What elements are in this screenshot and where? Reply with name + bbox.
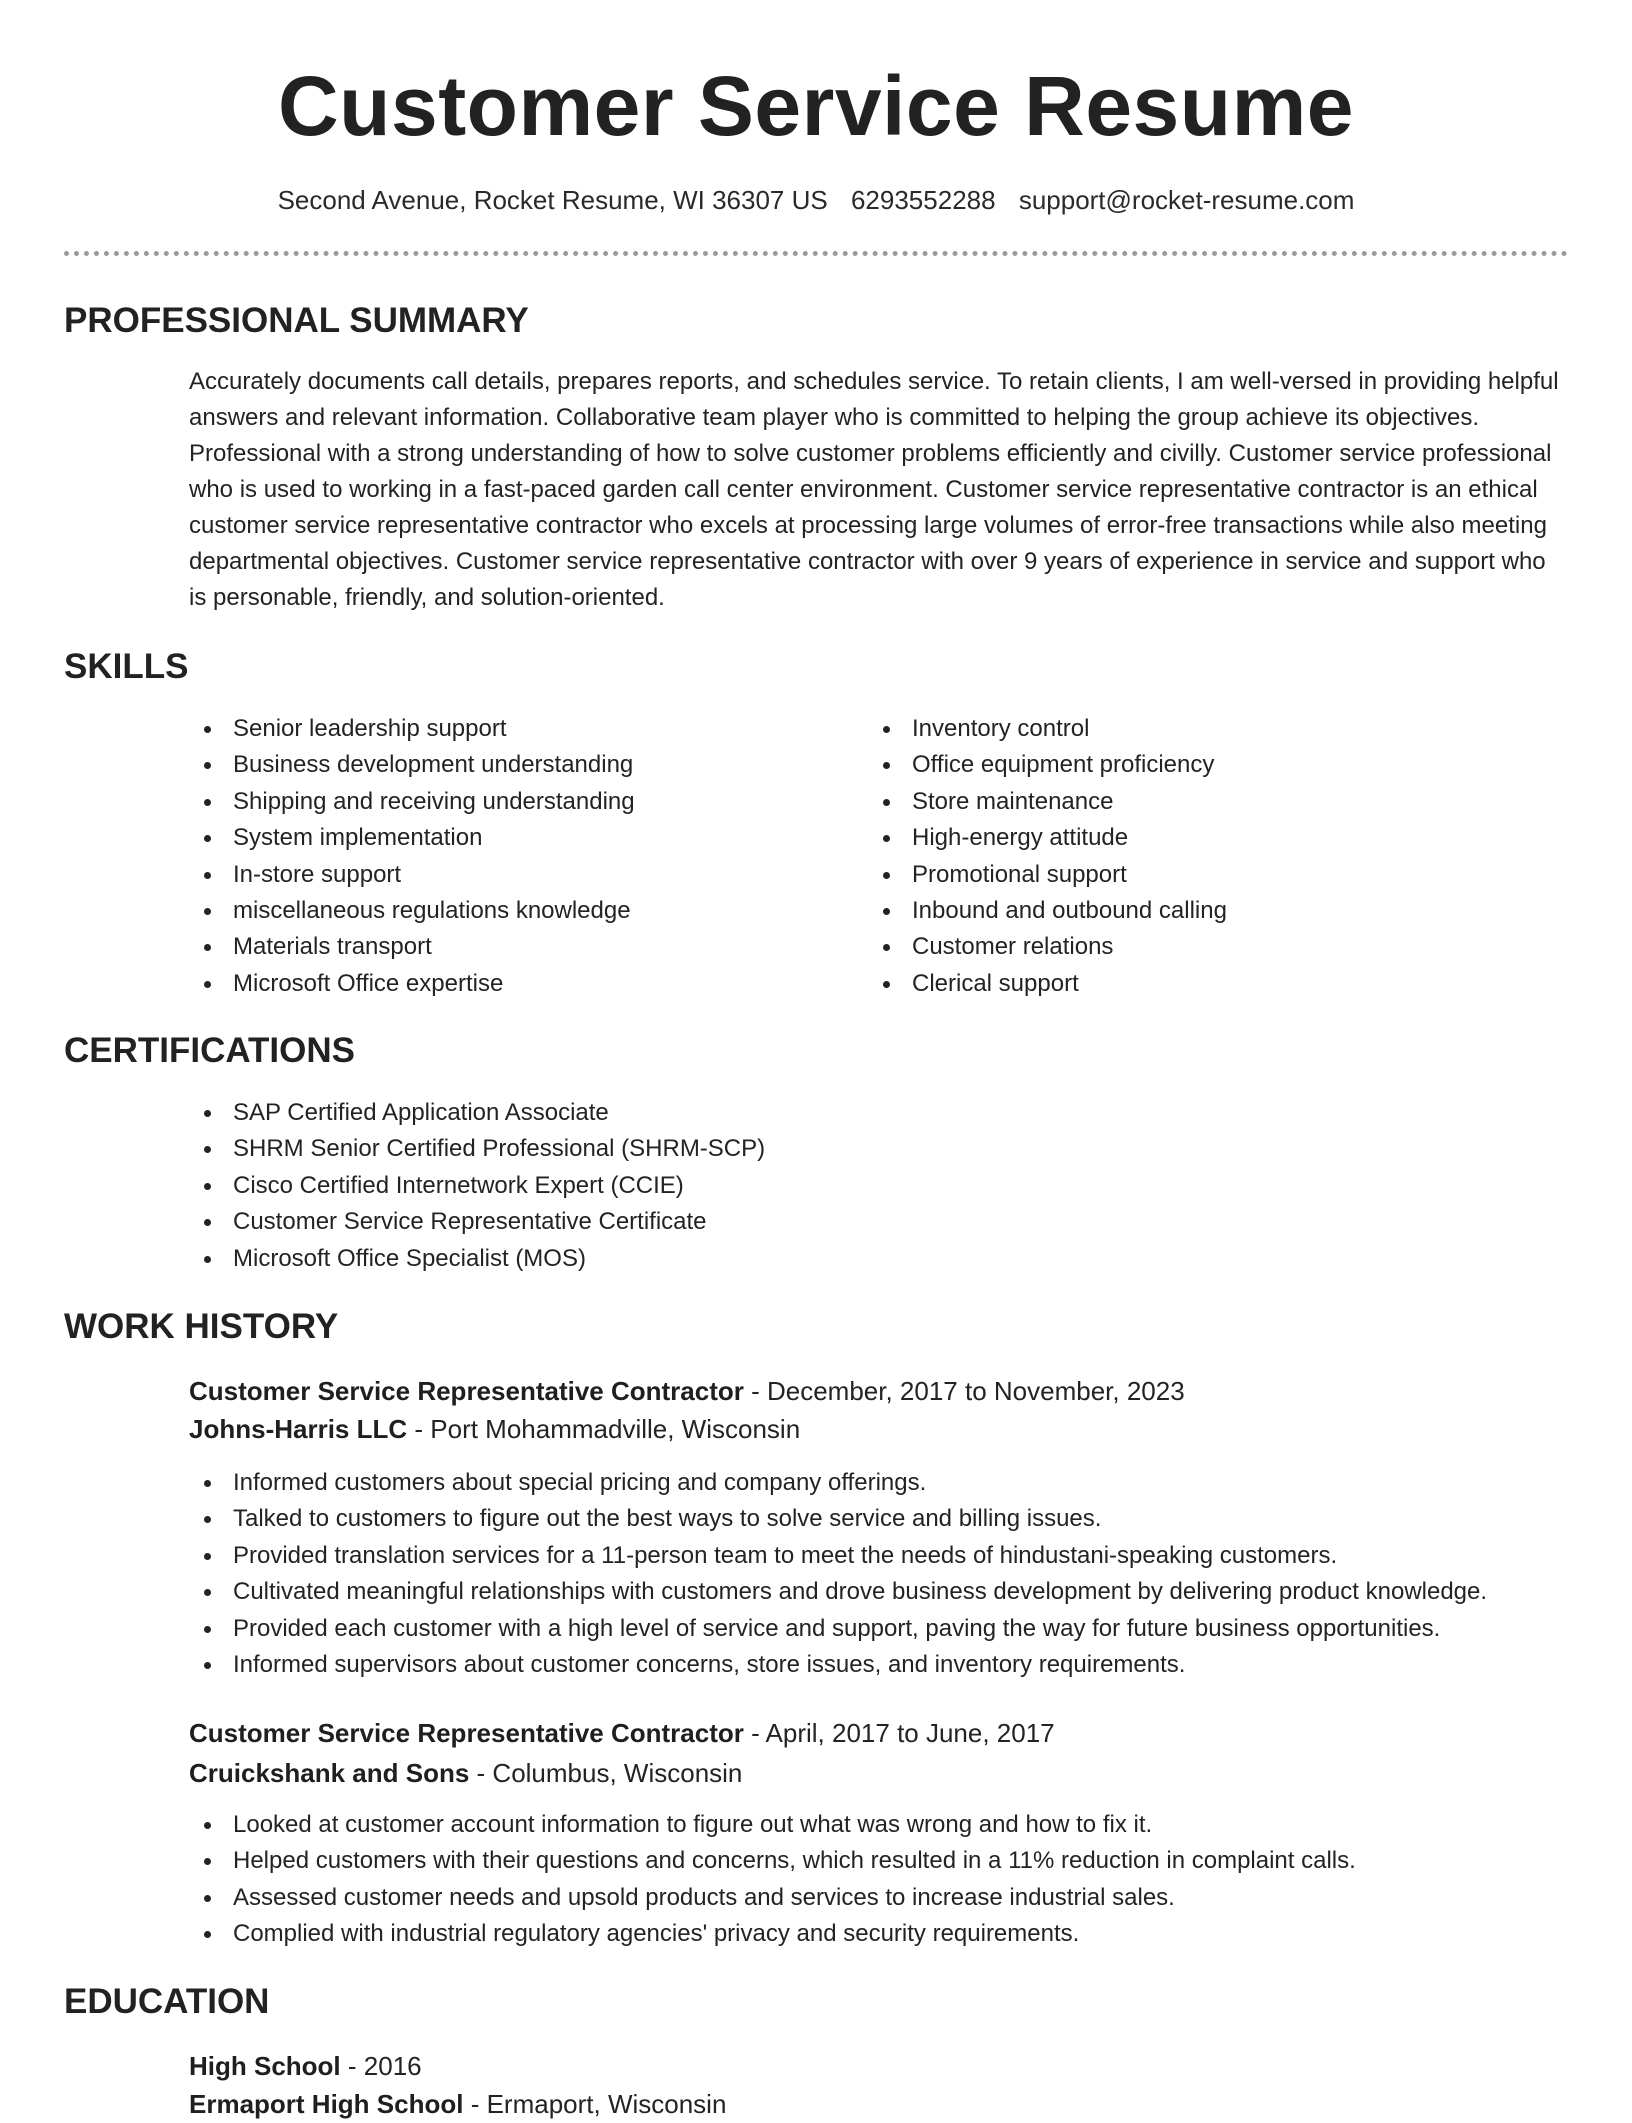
skills-list-right bbox=[868, 711, 1227, 1002]
contact-email: support@rocket-resume.com bbox=[1018, 185, 1355, 215]
certification-item: Cisco Certified Internetwork Expert (CCIE) bbox=[189, 1168, 765, 1204]
job-2-company: Cruickshank and Sons bbox=[189, 1758, 470, 1788]
job-duty-item: Informed supervisors about customer concerns, store issues, and inventory requirements. bbox=[189, 1647, 1487, 1683]
education-degree: High School bbox=[189, 2051, 341, 2081]
job-2-title-line bbox=[189, 1714, 1055, 1752]
skill-item: Clerical support bbox=[868, 966, 1227, 1002]
job-2-location: - Columbus, Wisconsin bbox=[469, 1758, 743, 1788]
job-duty-item: Cultivated meaningful relationships with customers and drove business development by delivering product knowledge. bbox=[189, 1574, 1487, 1610]
certifications-list bbox=[189, 1095, 765, 1277]
certification-item: SAP Certified Application Associate bbox=[189, 1095, 765, 1131]
summary-heading: PROFESSIONAL SUMMARY bbox=[64, 301, 529, 340]
job-1-company-line bbox=[189, 1410, 800, 1448]
job-duty-item: Provided each customer with a high level of service and support, paving the way for future business opportunities. bbox=[189, 1611, 1487, 1647]
skill-item: System implementation bbox=[189, 820, 635, 856]
job-duty-item: Talked to customers to figure out the best ways to solve service and billing issues. bbox=[189, 1501, 1487, 1537]
skill-item: Store maintenance bbox=[868, 784, 1227, 820]
education-heading: EDUCATION bbox=[64, 1982, 270, 2021]
job-1-duties bbox=[189, 1465, 1487, 1683]
job-1-title: Customer Service Representative Contractor bbox=[189, 1376, 744, 1406]
skill-item: Inbound and outbound calling bbox=[868, 893, 1227, 929]
contact-line bbox=[0, 182, 1632, 218]
skills-heading: SKILLS bbox=[64, 647, 189, 686]
job-1-dates: - December, 2017 to November, 2023 bbox=[743, 1376, 1185, 1406]
contact-phone: 6293552288 bbox=[850, 185, 996, 215]
job-2-dates: - April, 2017 to June, 2017 bbox=[743, 1718, 1055, 1748]
job-1-title-line bbox=[189, 1372, 1185, 1410]
job-2-duties bbox=[189, 1807, 1356, 1953]
certification-item: Microsoft Office Specialist (MOS) bbox=[189, 1241, 765, 1277]
skill-item: Business development understanding bbox=[189, 747, 635, 783]
education-degree-line bbox=[189, 2047, 422, 2085]
skill-item: Shipping and receiving understanding bbox=[189, 784, 635, 820]
work-history-heading: WORK HISTORY bbox=[64, 1307, 339, 1346]
job-1-company: Johns-Harris LLC bbox=[189, 1414, 408, 1444]
skill-item: Materials transport bbox=[189, 929, 635, 965]
job-duty-item: Provided translation services for a 11-person team to meet the needs of hindustani-speaking customers. bbox=[189, 1538, 1487, 1574]
certification-item: SHRM Senior Certified Professional (SHRM-SCP) bbox=[189, 1131, 765, 1167]
header-divider bbox=[64, 251, 1568, 256]
education-school-line bbox=[189, 2085, 726, 2123]
job-duty-item: Helped customers with their questions and concerns, which resulted in a 11% reduction in complaint calls. bbox=[189, 1843, 1356, 1879]
skill-item: Office equipment proficiency bbox=[868, 747, 1227, 783]
job-duty-item: Complied with industrial regulatory agencies' privacy and security requirements. bbox=[189, 1916, 1356, 1952]
skills-list-left bbox=[189, 711, 635, 1002]
skill-item: Customer relations bbox=[868, 929, 1227, 965]
certifications-heading: CERTIFICATIONS bbox=[64, 1031, 356, 1070]
skill-item: High-energy attitude bbox=[868, 820, 1227, 856]
skill-item: Senior leadership support bbox=[189, 711, 635, 747]
skill-item: Microsoft Office expertise bbox=[189, 966, 635, 1002]
education-location: - Ermaport, Wisconsin bbox=[463, 2089, 727, 2119]
job-duty-item: Informed customers about special pricing and company offerings. bbox=[189, 1465, 1487, 1501]
skill-item: Inventory control bbox=[868, 711, 1227, 747]
education-year: - 2016 bbox=[340, 2051, 422, 2081]
job-2-title: Customer Service Representative Contractor bbox=[189, 1718, 744, 1748]
resume-title: Customer Service Resume bbox=[278, 59, 1354, 153]
job-1-location: - Port Mohammadville, Wisconsin bbox=[407, 1414, 801, 1444]
job-2-company-line bbox=[189, 1754, 742, 1792]
skill-item: In-store support bbox=[189, 857, 635, 893]
certification-item: Customer Service Representative Certificate bbox=[189, 1204, 765, 1240]
skill-item: miscellaneous regulations knowledge bbox=[189, 893, 635, 929]
job-duty-item: Assessed customer needs and upsold products and services to increase industrial sales. bbox=[189, 1880, 1356, 1916]
contact-address: Second Avenue, Rocket Resume, WI 36307 US bbox=[277, 185, 828, 215]
skill-item: Promotional support bbox=[868, 857, 1227, 893]
education-school: Ermaport High School bbox=[189, 2089, 464, 2119]
job-duty-item: Looked at customer account information to figure out what was wrong and how to fix it. bbox=[189, 1807, 1356, 1843]
summary-text: Accurately documents call details, prepares reports, and schedules service. To retain clients, I am well-versed in providing helpful answers and relevant information. Collaborative team player who is committed to helping the group achieve its objectives. Professional with a strong understanding of how to solve customer problems efficiently and civilly. Customer service professional who is used to working in a fast-paced garden call center environment. Customer service representative contractor is an ethical customer service representative contractor who excels at processing large volumes of error-free transactions while also meeting departmental objectives. Customer service representative contractor with over 9 years of experience in service and support who is personable, friendly, and solution-oriented. bbox=[189, 368, 1559, 611]
